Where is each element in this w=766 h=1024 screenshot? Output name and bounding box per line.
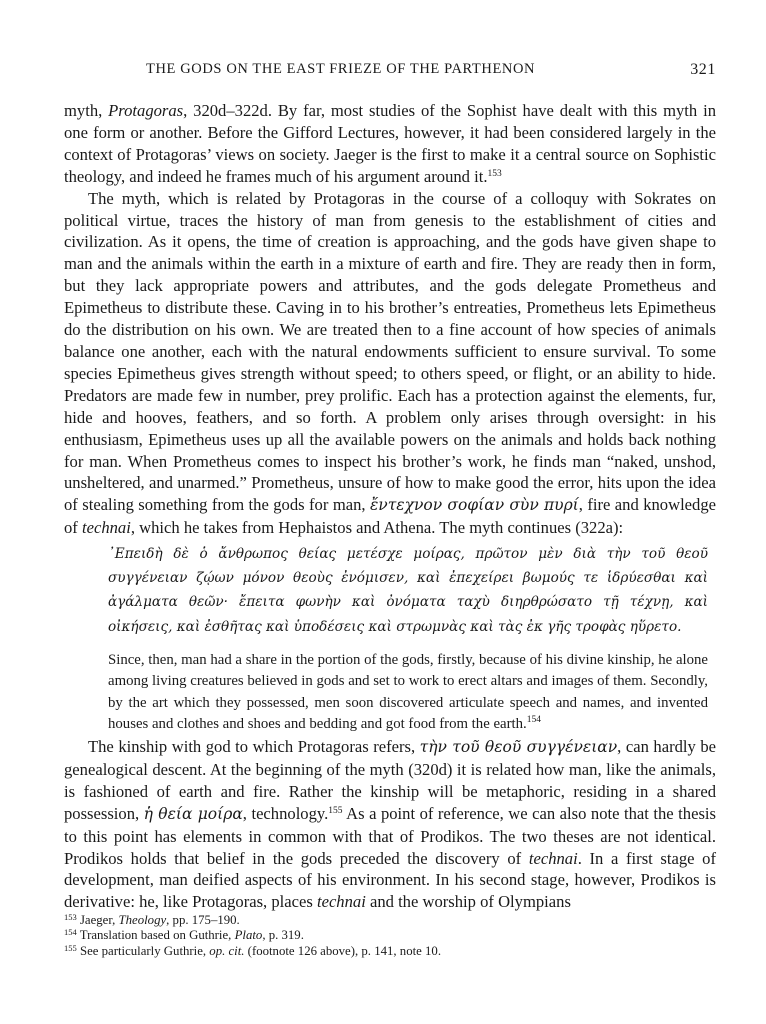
technai-term: technai bbox=[81, 518, 131, 538]
quotation-translation: Since, then, man had a share in the portion of the gods, firstly, because of his divine kinship, he alone among living creatures believed in gods and set to work to erect altars and images of them. Secondly, by the art which they possessed, men soon discovered articulate speech and names, and invented houses and clothes and shoes and bedding and got food from the earth.$^{154}$ bbox=[108, 651, 708, 733]
running-head-title: THE GODS ON THE EAST FRIEZE OF THE PARTHENON bbox=[146, 61, 536, 77]
greek-quotation: ᾿Επειδὴ δὲ ὁ ἄνθρωπος θείας μετέσχε μοίρας, πρῶτον μὲν διὰ τὴν τοῦ θεοῦ συγγένειαν ζῴων μόνον θεοὺς ἐνόμισεν, καὶ ἐπεχείρει βωμούς τε ἱδρύεσθαι καὶ ἀγάλματα θεῶν· ἔπειτα φωνὴν καὶ ὀνόματα ταχὺ διηρθρώσατο τῇ τέχνῃ, καὶ οἰκήσεις, καὶ ἐσθῆτας καὶ ὑποδέσεις καὶ στρωμνὰς καὶ τὰς ἐκ γῆς τροφὰς ηὕρετο. bbox=[108, 546, 708, 635]
footnote-153: $^{153}$ Jaeger, Theology, pp. 175–190. bbox=[64, 912, 240, 927]
running-head bbox=[64, 61, 716, 85]
footnote-154: $^{154}$ Translation based on Guthrie, Plato, p. 319. bbox=[64, 927, 304, 943]
greek-phrase-kinship: τὴν τοῦ θεοῦ συγγένειαν bbox=[419, 738, 618, 756]
greek-phrase: ἔντεχνον σοφίαν σὺν πυρί bbox=[369, 496, 579, 515]
footnote-ref-153[interactable]: 153 bbox=[487, 168, 502, 179]
paragraph-3: The kinship with god to which Protagoras refers, τὴν τοῦ θεοῦ συγγένειαν, can hardly be genealogical descent. At the beginning of the myth (320d) it is related how man, like the animals, is fashioned of earth and fire. Rather the kinship will be metaphoric, residing in a shared possession, ἡ θεία μοίρα, technology.$^{155}$ As a point of reference, we can also note that the thesis to this point has elements in common with that of Prodikos. The two theses are not identical. Prodikos holds that belief in the gods preceded the discovery of technai. In a first stage of development, man deified aspects of his environment. In his second stage, however, Prodikos is derivative: he, like Protagoras, places technai and the worship of Olympians bbox=[64, 737, 716, 912]
footnotes bbox=[64, 913, 716, 959]
body-text-upper bbox=[64, 100, 716, 539]
footnote-155: $^{155}$ See particularly Guthrie, op. cit. (footnote 126 above), p. 141, note 10. bbox=[64, 942, 442, 958]
page-number: 321 bbox=[690, 61, 716, 78]
block-quote bbox=[108, 542, 708, 736]
work-title: Protagoras bbox=[108, 101, 184, 120]
footnote-ref-154[interactable]: 154 bbox=[526, 715, 541, 726]
body-text-lower bbox=[64, 736, 716, 913]
footnote-ref-155[interactable]: 155 bbox=[328, 805, 343, 816]
greek-phrase-portion: ἡ θεία μοίρα bbox=[143, 804, 243, 823]
paragraph-2: The myth, which is related by Protagoras in the course of a colloquy with Sokrates on political virtue, traces the history of man from genesis to the establishment of cities and civilization. As it opens, the time of creation is approaching, and the gods have given shape to man and the animals within the earth in a mixture of earth and fire. They are ready then in form, but they lack appropriate powers and attributes, and the gods delegate Prometheus and Epimetheus to distribute these. Caving in to his brother’s entreaties, Prometheus lets Epimetheus do the distribution on his own. We are treated then to a fine account of how species of animals balance one another, each with the natural endowments sufficient to ensure survival. To some species Epimetheus gives strength without speed; to others speed, or flight, or an ability to hide. Predators are made few in number, prey prolific. Each has a protection against the elements, fur, hide and hooves, feathers, and so forth. A problem only arises through oversight: in his enthusiasm, Epimetheus uses up all the available powers on the animals and holds back nothing for man. When Prometheus comes to inspect his brother’s work, he finds man “naked, unshod, unsheltered, and unarmed.” Prometheus, unsure of how to make good the error, hits upon the idea of stealing something from the gods for man, ἔντεχνον σοφίαν σὺν πυρί, fire and knowledge of technai, which he takes from Hephaistos and Athena. The myth continues (322a): bbox=[64, 188, 717, 538]
paragraph-1: myth, Protagoras, 320d–322d. By far, most studies of the Sophist have dealt with this myth in one form or another. Before the Gifford Lectures, however, it had been considered largely in the context of Protagoras’ views on society. Jaeger is the first to make it a central source on Sophistic theology, and indeed he frames much of his argument around it.$^{153}$ bbox=[64, 101, 716, 186]
